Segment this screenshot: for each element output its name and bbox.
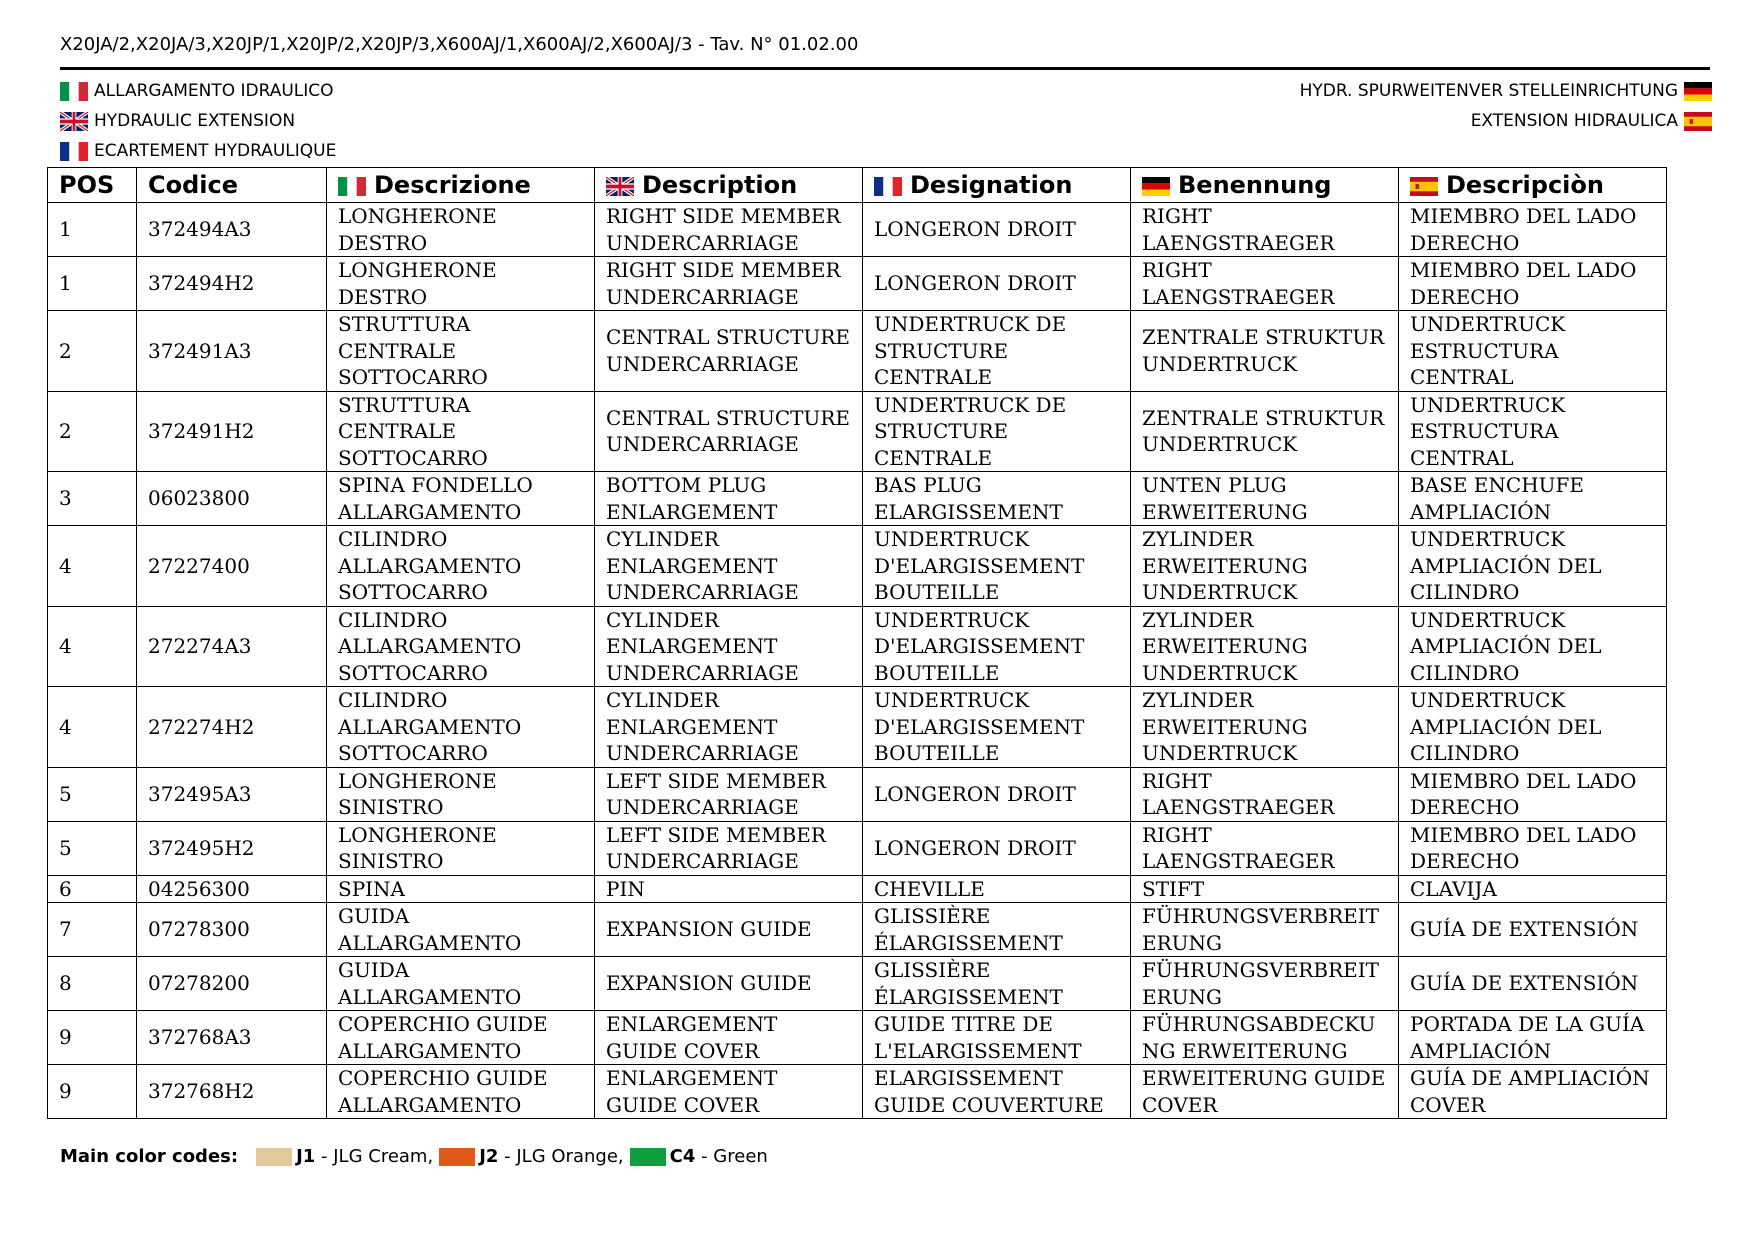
uk-flag-icon <box>606 177 634 196</box>
col-header-french: Designation <box>863 168 1131 203</box>
cell-es: PORTADA DE LA GUÍA AMPLIACIÓN <box>1399 1011 1667 1065</box>
legend-swatch-orange <box>439 1148 475 1166</box>
col-header-code: Codice <box>137 168 327 203</box>
legend-name: - JLG Cream, <box>315 1146 434 1167</box>
cell-fr: BAS PLUG ELARGISSEMENT <box>863 472 1131 526</box>
cell-es: MIEMBRO DEL LADO DERECHO <box>1399 767 1667 821</box>
cell-de: RIGHT LAENGSTRAEGER <box>1131 821 1399 875</box>
cell-code: 07278200 <box>137 957 327 1011</box>
cell-it: CILINDRO ALLARGAMENTO SOTTOCARRO <box>327 606 595 687</box>
title-english <box>60 106 336 136</box>
cell-it: GUIDA ALLARGAMENTO <box>327 903 595 957</box>
spain-flag-icon <box>1684 112 1712 131</box>
cell-it: CILINDRO ALLARGAMENTO SOTTOCARRO <box>327 687 595 768</box>
cell-fr: ELARGISSEMENT GUIDE COUVERTURE <box>863 1065 1131 1119</box>
table-row <box>48 257 1667 311</box>
cell-fr: GLISSIÈRE ÉLARGISSEMENT <box>863 957 1131 1011</box>
legend-swatch-cream <box>256 1148 292 1166</box>
parts-table <box>47 167 1667 1119</box>
legend-entry-j2 <box>439 1146 623 1167</box>
legend-entry-j1 <box>256 1146 433 1167</box>
uk-flag-icon <box>60 112 88 131</box>
col-header-spanish: Descripciòn <box>1399 168 1667 203</box>
title-italian <box>60 76 336 106</box>
cell-de: RIGHT LAENGSTRAEGER <box>1131 203 1399 257</box>
title-german-text: HYDR. SPURWEITENVER STELLEINRICHTUNG <box>1299 81 1678 101</box>
cell-pos: 3 <box>48 472 137 526</box>
cell-fr: UNDERTRUCK DE STRUCTURE CENTRALE <box>863 311 1131 392</box>
cell-it: LONGHERONE DESTRO <box>327 257 595 311</box>
italy-flag-icon <box>60 82 88 101</box>
cell-it: SPINA FONDELLO ALLARGAMENTO <box>327 472 595 526</box>
cell-fr: UNDERTRUCK D'ELARGISSEMENT BOUTEILLE <box>863 606 1131 687</box>
cell-fr: GLISSIÈRE ÉLARGISSEMENT <box>863 903 1131 957</box>
spain-flag-icon <box>1410 177 1438 196</box>
cell-es: GUÍA DE EXTENSIÓN <box>1399 957 1667 1011</box>
germany-flag-icon <box>1684 82 1712 101</box>
cell-pos: 8 <box>48 957 137 1011</box>
legend-swatch-green <box>630 1148 666 1166</box>
cell-de: FÜHRUNGSVERBREIT ERUNG <box>1131 957 1399 1011</box>
table-row <box>48 203 1667 257</box>
table-row <box>48 472 1667 526</box>
cell-es: UNDERTRUCK ESTRUCTURA CENTRAL <box>1399 311 1667 392</box>
cell-es: MIEMBRO DEL LADO DERECHO <box>1399 257 1667 311</box>
cell-es: UNDERTRUCK ESTRUCTURA CENTRAL <box>1399 391 1667 472</box>
cell-pos: 9 <box>48 1065 137 1119</box>
table-row <box>48 391 1667 472</box>
cell-de: ZYLINDER ERWEITERUNG UNDERTRUCK <box>1131 526 1399 607</box>
table-row <box>48 606 1667 687</box>
cell-code: 372495H2 <box>137 821 327 875</box>
title-english-text: HYDRAULIC EXTENSION <box>94 111 296 131</box>
color-code-legend <box>60 1146 774 1167</box>
document-title: X20JA/2,X20JA/3,X20JP/1,X20JP/2,X20JP/3,X600AJ/1,X600AJ/2,X600AJ/3 - Tav. N° 01.02.00 <box>60 34 859 55</box>
cell-pos: 4 <box>48 687 137 768</box>
cell-code: 272274A3 <box>137 606 327 687</box>
table-row <box>48 821 1667 875</box>
cell-fr: GUIDE TITRE DE L'ELARGISSEMENT <box>863 1011 1131 1065</box>
legend-name: - JLG Orange, <box>498 1146 624 1167</box>
cell-fr: LONGERON DROIT <box>863 257 1131 311</box>
language-titles-right <box>1300 76 1712 136</box>
cell-en: ENLARGEMENT GUIDE COVER <box>595 1011 863 1065</box>
table-row <box>48 875 1667 903</box>
title-spanish-text: EXTENSION HIDRAULICA <box>1470 111 1678 131</box>
language-titles-left <box>60 76 336 166</box>
france-flag-icon <box>60 142 88 161</box>
cell-en: LEFT SIDE MEMBER UNDERCARRIAGE <box>595 767 863 821</box>
title-german <box>1300 76 1712 106</box>
cell-pos: 4 <box>48 526 137 607</box>
italy-flag-icon <box>338 177 366 196</box>
cell-es: CLAVIJA <box>1399 875 1667 903</box>
cell-it: LONGHERONE SINISTRO <box>327 767 595 821</box>
cell-it: COPERCHIO GUIDE ALLARGAMENTO <box>327 1011 595 1065</box>
france-flag-icon <box>874 177 902 196</box>
table-row <box>48 957 1667 1011</box>
germany-flag-icon <box>1142 177 1170 196</box>
header-rule <box>60 67 1710 70</box>
cell-it: STRUTTURA CENTRALE SOTTOCARRO <box>327 311 595 392</box>
cell-en: CYLINDER ENLARGEMENT UNDERCARRIAGE <box>595 526 863 607</box>
cell-de: RIGHT LAENGSTRAEGER <box>1131 767 1399 821</box>
cell-code: 372495A3 <box>137 767 327 821</box>
cell-es: MIEMBRO DEL LADO DERECHO <box>1399 821 1667 875</box>
cell-code: 372494A3 <box>137 203 327 257</box>
cell-en: ENLARGEMENT GUIDE COVER <box>595 1065 863 1119</box>
title-french-text: ECARTEMENT HYDRAULIQUE <box>94 141 337 161</box>
cell-code: 04256300 <box>137 875 327 903</box>
table-row <box>48 903 1667 957</box>
cell-es: GUÍA DE EXTENSIÓN <box>1399 903 1667 957</box>
cell-code: 372494H2 <box>137 257 327 311</box>
cell-en: CYLINDER ENLARGEMENT UNDERCARRIAGE <box>595 687 863 768</box>
cell-fr: UNDERTRUCK D'ELARGISSEMENT BOUTEILLE <box>863 526 1131 607</box>
col-header-italian: Descrizione <box>327 168 595 203</box>
legend-entry-c4 <box>630 1146 768 1167</box>
cell-pos: 4 <box>48 606 137 687</box>
cell-fr: CHEVILLE <box>863 875 1131 903</box>
col-header-english: Description <box>595 168 863 203</box>
legend-name: - Green <box>695 1146 768 1167</box>
legend-code: C4 <box>669 1146 696 1167</box>
cell-code: 372491A3 <box>137 311 327 392</box>
title-italian-text: ALLARGAMENTO IDRAULICO <box>94 81 334 101</box>
cell-es: UNDERTRUCK AMPLIACIÓN DEL CILINDRO <box>1399 526 1667 607</box>
cell-it: LONGHERONE SINISTRO <box>327 821 595 875</box>
title-french <box>60 136 336 166</box>
table-header-row <box>48 168 1667 203</box>
cell-pos: 1 <box>48 203 137 257</box>
cell-it: LONGHERONE DESTRO <box>327 203 595 257</box>
legend-code: J2 <box>479 1146 499 1167</box>
cell-it: STRUTTURA CENTRALE SOTTOCARRO <box>327 391 595 472</box>
table-row <box>48 767 1667 821</box>
cell-en: LEFT SIDE MEMBER UNDERCARRIAGE <box>595 821 863 875</box>
cell-code: 272274H2 <box>137 687 327 768</box>
cell-de: UNTEN PLUG ERWEITERUNG <box>1131 472 1399 526</box>
cell-de: FÜHRUNGSVERBREIT ERUNG <box>1131 903 1399 957</box>
table-row <box>48 1065 1667 1119</box>
cell-es: UNDERTRUCK AMPLIACIÓN DEL CILINDRO <box>1399 606 1667 687</box>
cell-it: GUIDA ALLARGAMENTO <box>327 957 595 1011</box>
cell-code: 372768A3 <box>137 1011 327 1065</box>
cell-es: UNDERTRUCK AMPLIACIÓN DEL CILINDRO <box>1399 687 1667 768</box>
cell-en: EXPANSION GUIDE <box>595 957 863 1011</box>
cell-es: GUÍA DE AMPLIACIÓN COVER <box>1399 1065 1667 1119</box>
cell-fr: LONGERON DROIT <box>863 767 1131 821</box>
cell-de: ZYLINDER ERWEITERUNG UNDERTRUCK <box>1131 687 1399 768</box>
cell-code: 372768H2 <box>137 1065 327 1119</box>
cell-pos: 9 <box>48 1011 137 1065</box>
col-header-german: Benennung <box>1131 168 1399 203</box>
cell-en: CENTRAL STRUCTURE UNDERCARRIAGE <box>595 391 863 472</box>
cell-pos: 1 <box>48 257 137 311</box>
cell-en: CYLINDER ENLARGEMENT UNDERCARRIAGE <box>595 606 863 687</box>
cell-fr: UNDERTRUCK D'ELARGISSEMENT BOUTEILLE <box>863 687 1131 768</box>
title-spanish <box>1300 106 1712 136</box>
cell-pos: 6 <box>48 875 137 903</box>
table-row <box>48 687 1667 768</box>
legend-code: J1 <box>296 1146 316 1167</box>
cell-es: MIEMBRO DEL LADO DERECHO <box>1399 203 1667 257</box>
cell-fr: LONGERON DROIT <box>863 821 1131 875</box>
cell-de: ZENTRALE STRUKTUR UNDERTRUCK <box>1131 311 1399 392</box>
cell-de: FÜHRUNGSABDECKU NG ERWEITERUNG <box>1131 1011 1399 1065</box>
cell-en: RIGHT SIDE MEMBER UNDERCARRIAGE <box>595 257 863 311</box>
cell-en: BOTTOM PLUG ENLARGEMENT <box>595 472 863 526</box>
cell-en: CENTRAL STRUCTURE UNDERCARRIAGE <box>595 311 863 392</box>
table-row <box>48 311 1667 392</box>
cell-de: ZYLINDER ERWEITERUNG UNDERTRUCK <box>1131 606 1399 687</box>
cell-de: STIFT <box>1131 875 1399 903</box>
cell-code: 372491H2 <box>137 391 327 472</box>
cell-pos: 2 <box>48 391 137 472</box>
cell-code: 07278300 <box>137 903 327 957</box>
cell-en: EXPANSION GUIDE <box>595 903 863 957</box>
cell-pos: 2 <box>48 311 137 392</box>
col-header-pos: POS <box>48 168 137 203</box>
cell-fr: UNDERTRUCK DE STRUCTURE CENTRALE <box>863 391 1131 472</box>
legend-title: Main color codes: <box>60 1146 239 1167</box>
cell-code: 06023800 <box>137 472 327 526</box>
cell-pos: 5 <box>48 821 137 875</box>
cell-fr: LONGERON DROIT <box>863 203 1131 257</box>
cell-it: CILINDRO ALLARGAMENTO SOTTOCARRO <box>327 526 595 607</box>
cell-en: RIGHT SIDE MEMBER UNDERCARRIAGE <box>595 203 863 257</box>
cell-de: RIGHT LAENGSTRAEGER <box>1131 257 1399 311</box>
cell-pos: 5 <box>48 767 137 821</box>
cell-de: ZENTRALE STRUKTUR UNDERTRUCK <box>1131 391 1399 472</box>
cell-code: 27227400 <box>137 526 327 607</box>
table-body <box>48 203 1667 1119</box>
cell-es: BASE ENCHUFE AMPLIACIÓN <box>1399 472 1667 526</box>
cell-pos: 7 <box>48 903 137 957</box>
cell-it: SPINA <box>327 875 595 903</box>
cell-en: PIN <box>595 875 863 903</box>
cell-it: COPERCHIO GUIDE ALLARGAMENTO <box>327 1065 595 1119</box>
table-row <box>48 1011 1667 1065</box>
cell-de: ERWEITERUNG GUIDE COVER <box>1131 1065 1399 1119</box>
table-row <box>48 526 1667 607</box>
